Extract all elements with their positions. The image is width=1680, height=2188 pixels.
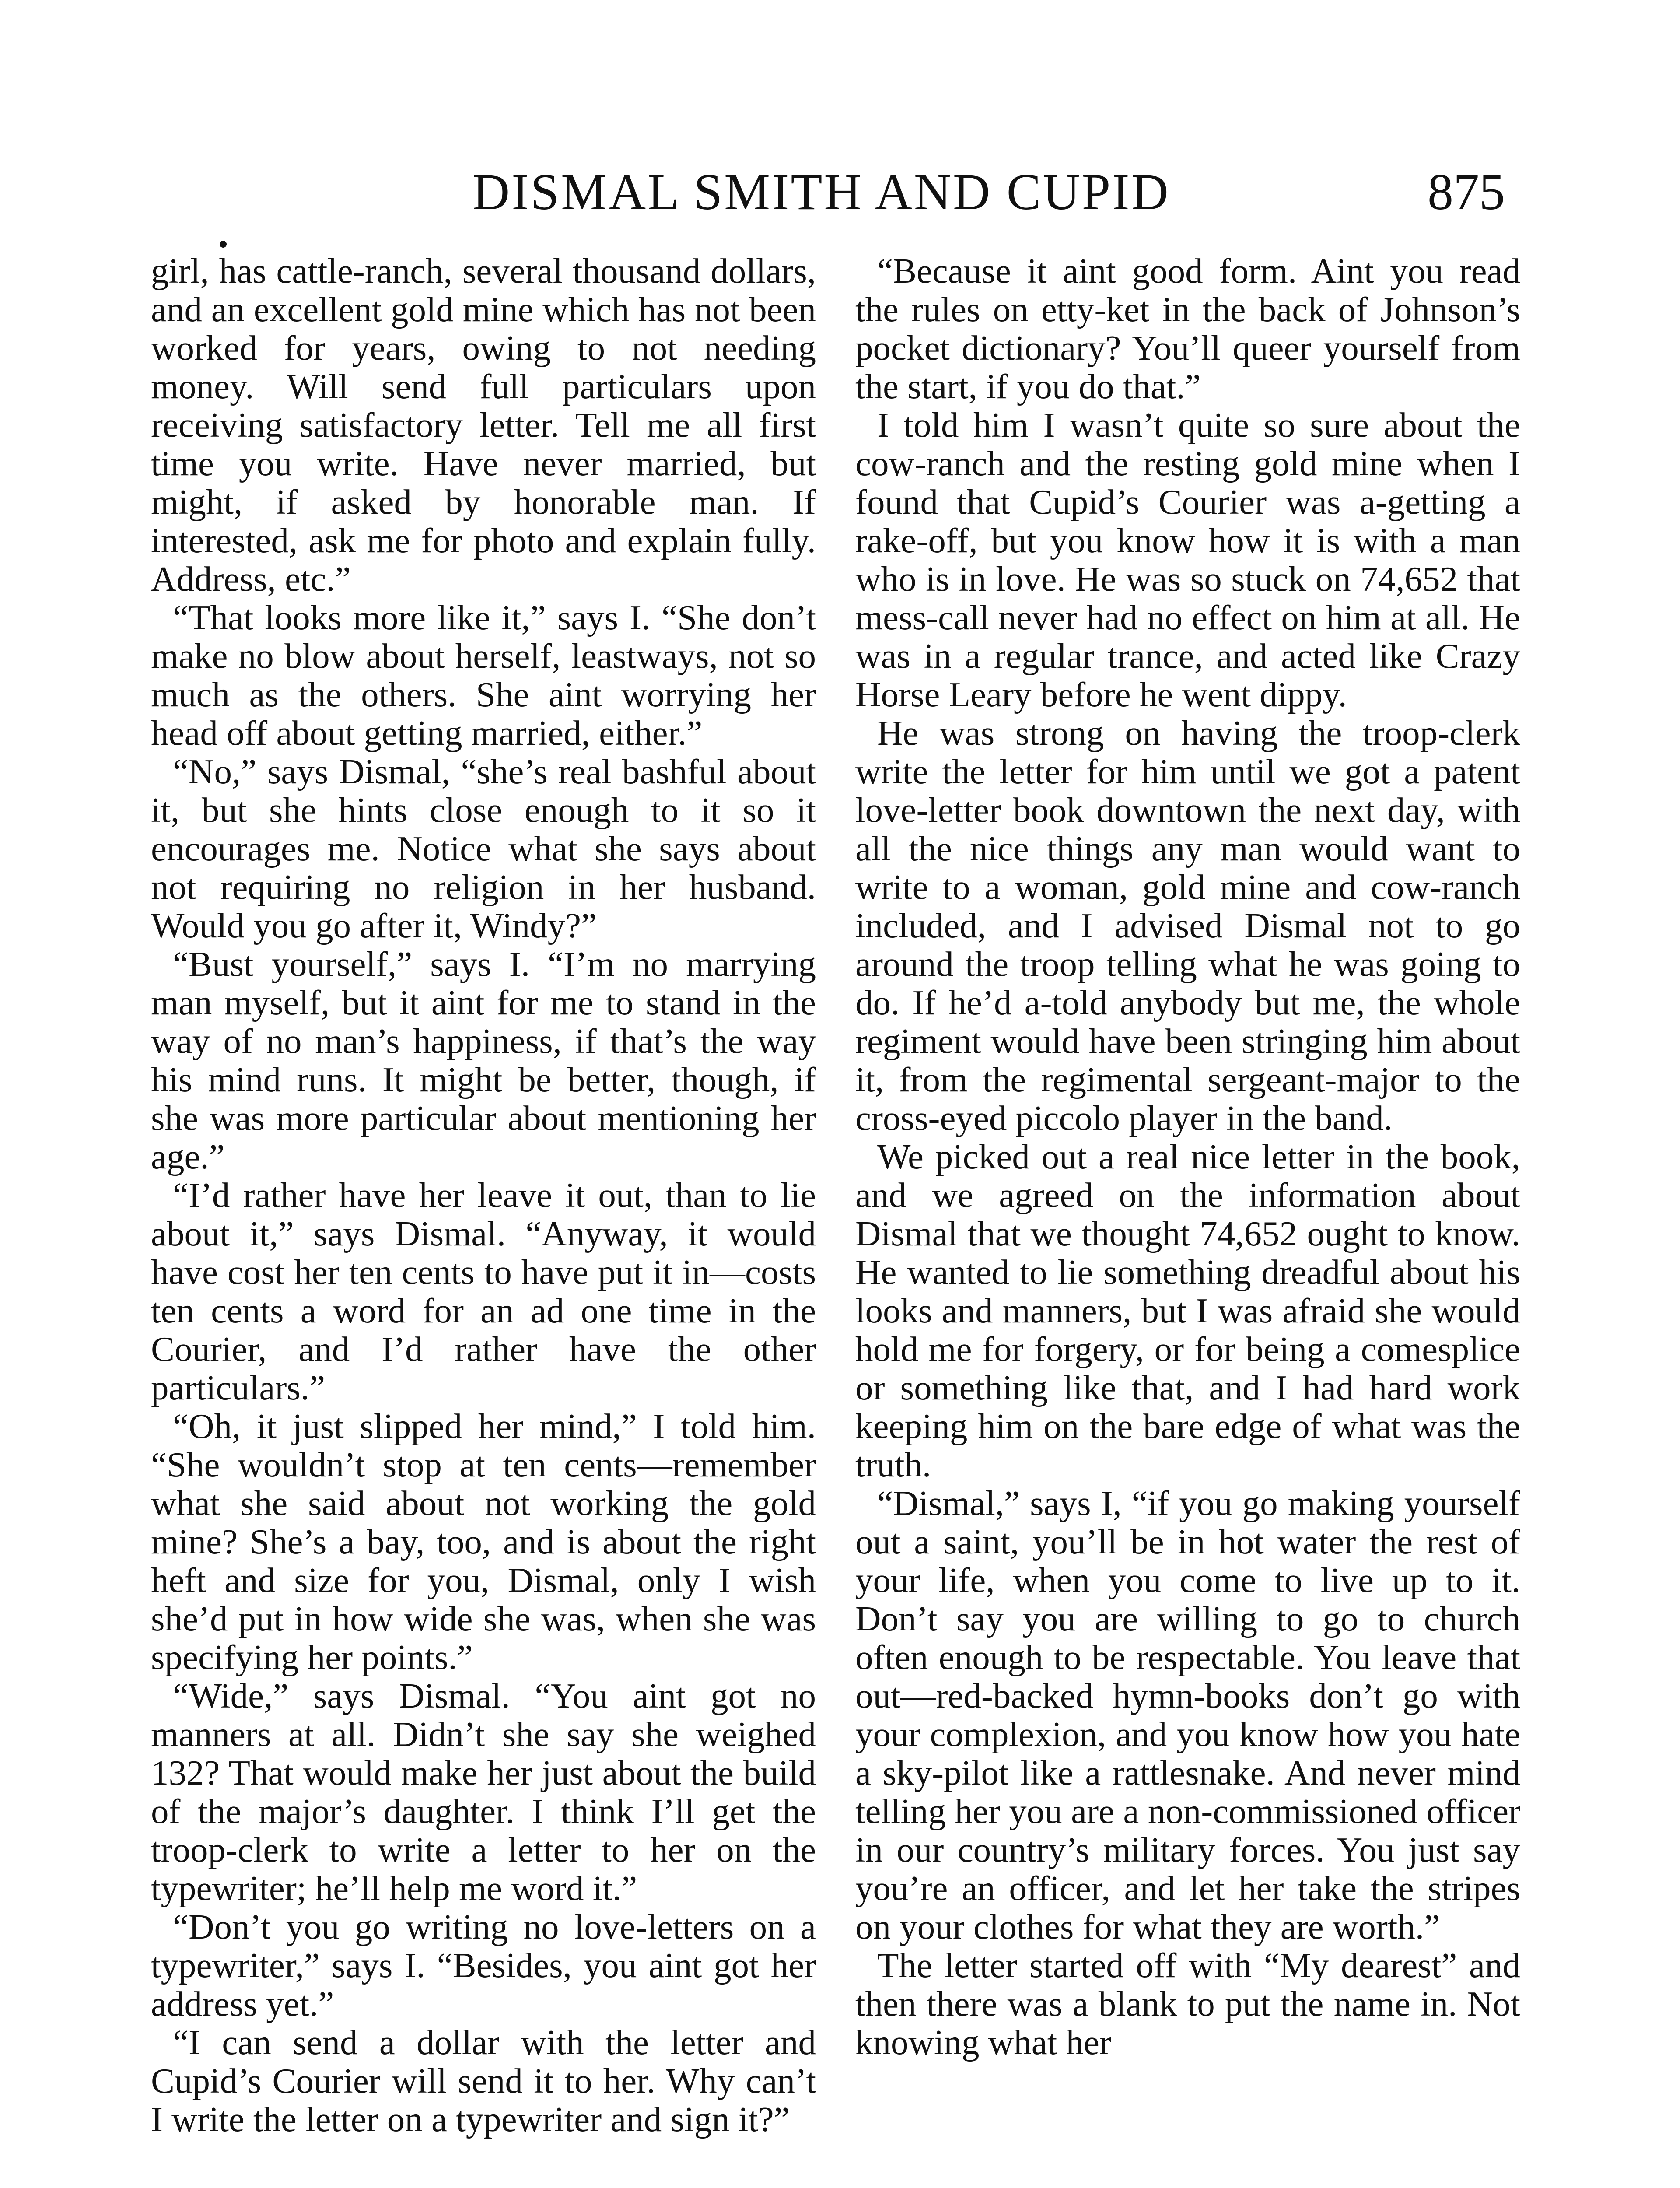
left-column — [151, 252, 816, 2139]
paragraph: The letter started off with “My dearest” and then there was a blank to put the name in. Not knowing what her — [855, 1946, 1520, 2062]
right-column — [855, 252, 1520, 2062]
running-title: DISMAL SMITH AND CUPID — [472, 163, 1170, 221]
paragraph: girl, has cattle-ranch, several thousand dollars, and an excellent gold mine which has not been worked for years, owing to not needing money. Will send full particulars upon receiving satisfactory letter. Tell me all first time you write. Have never married, but might, if asked by honorable man. If interested, ask me for photo and explain fully. Address, etc.” — [151, 251, 816, 599]
paragraph: “That looks more like it,” says I. “She don’t make no blow about herself, leastways, not so much as the others. She aint worrying her head off about getting married, either.” — [151, 598, 816, 753]
paragraph: I told him I wasn’t quite so sure about the cow-ranch and the resting gold mine when I found that Cupid’s Courier was a-getting a rake-off, but you know how it is with a man who is in love. He was so stuck on 74,652 that mess-call never had no effect on him at all. He was in a regular trance, and acted like Crazy Horse Leary before he went dippy. — [855, 405, 1520, 714]
paragraph: We picked out a real nice letter in the book, and we agreed on the information about Dismal that we thought 74,652 ought to know. He wanted to lie something dreadful about his looks and manners, but I was afraid she would hold me for forgery, or for being a comesplice or something like that, and I had hard work keeping him on the bare edge of what was the truth. — [855, 1137, 1520, 1484]
paragraph: “Wide,” says Dismal. “You aint got no manners at all. Didn’t she say she weighed 132? That would make her just about the build of the major’s daughter. I think I’ll get the troop-clerk to write a letter to her on the typewriter; he’ll help me word it.” — [151, 1676, 816, 1908]
paragraph: “Don’t you go writing no love-letters on a typewriter,” says I. “Besides, you aint got her address yet.” — [151, 1907, 816, 2023]
paragraph: He was strong on having the troop-clerk write the letter for him until we got a patent love-letter book downtown the next day, with all the nice things any man would want to write to a woman, gold mine and cow-ranch included, and I advised Dismal not to go around the troop telling what he was going to do. If he’d a-told anybody but me, the whole regiment would have been stringing him about it, from the regimental sergeant-major to the cross-eyed piccolo player in the band. — [855, 713, 1520, 1138]
paragraph: “Oh, it just slipped her mind,” I told him. “She wouldn’t stop at ten cents—remember what she said about not working the gold mine? She’s a bay, too, and is about the right heft and size for you, Dismal, only I wish she’d put in how wide she was, when she was specifying her points.” — [151, 1406, 816, 1677]
paragraph: “Because it aint good form. Aint you read the rules on etty-ket in the back of Johnson’s pocket dictionary? You’ll queer yourself from the start, if you do that.” — [855, 251, 1520, 406]
page-header — [0, 163, 1680, 241]
paragraph: “Bust yourself,” says I. “I’m no marrying man myself, but it aint for me to stand in the way of no man’s happiness, if that’s the way his mind runs. It might be better, though, if she was more particular about mentioning her age.” — [151, 944, 816, 1176]
print-speck — [220, 241, 227, 248]
paragraph: “I can send a dollar with the letter and Cupid’s Courier will send it to her. Why can’t I write the letter on a typewriter and sign it?” — [151, 2023, 816, 2139]
paragraph: “No,” says Dismal, “she’s real bashful about it, but she hints close enough to it so it encourages me. Notice what she says about not requiring no religion in her husband. Would you go after it, Windy?” — [151, 752, 816, 945]
paragraph: “I’d rather have her leave it out, than to lie about it,” says Dismal. “Anyway, it would have cost her ten cents to have put it in—costs ten cents a word for an ad one time in the Courier, and I’d rather have the other particulars.” — [151, 1175, 816, 1407]
page-number: 875 — [1428, 163, 1505, 221]
paragraph: “Dismal,” says I, “if you go making yourself out a saint, you’ll be in hot water the rest of your life, when you come to live up to it. Don’t say you are willing to go to church often enough to be respectable. You leave that out—red-backed hymn-books don’t go with your complexion, and you know how you hate a sky-pilot like a rattlesnake. And never mind telling her you are a non-commissioned officer in our country’s military forces. You just say you’re an officer, and let her take the stripes on your clothes for what they are worth.” — [855, 1483, 1520, 1946]
